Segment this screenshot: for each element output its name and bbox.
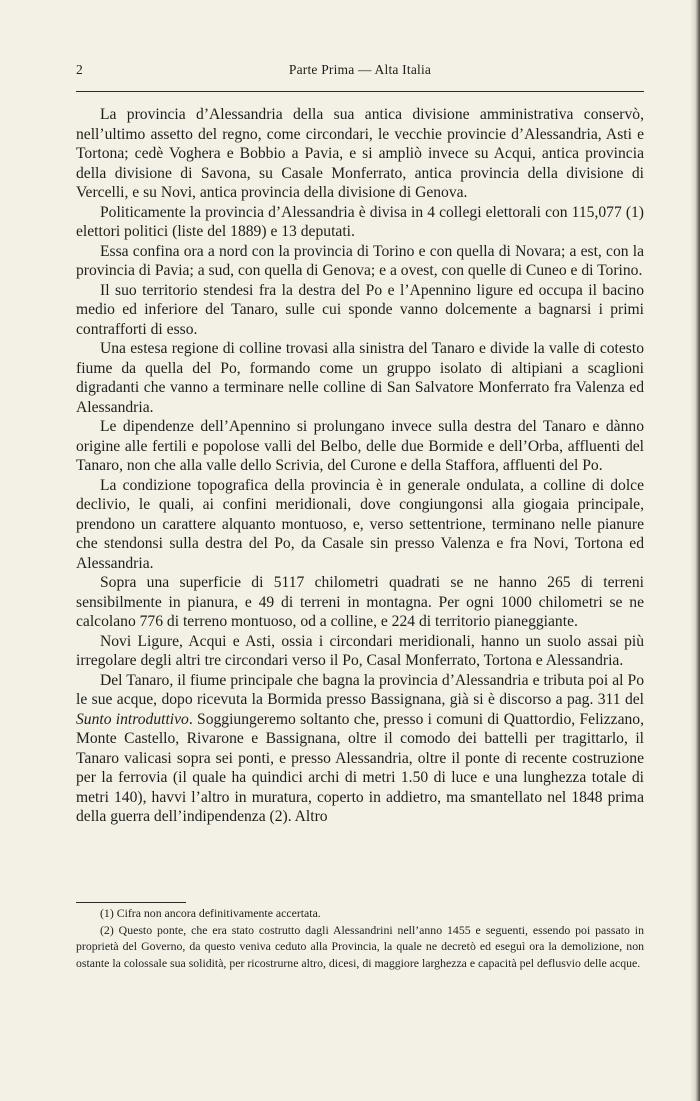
paragraph: Sopra una superficie di 5117 chilometri quadrati se ne hanno 265 di terreni sensibilmente in pianura, e 49 di terreni in montagna. Per ogni 1000 chilometri se ne calcolano 776 di terreno montuoso, od a colline, e 224 di territorio pianeggiante.: [76, 574, 644, 630]
paragraph: Politicamente la provincia d’Alessandria è divisa in 4 collegi elettorali con 115,077 (1) elettori politici (liste del 1889) e 13 deputati.: [76, 203, 644, 240]
paragraph: Il suo territorio stendesi fra la destra del Po e l’Apennino ligure ed occupa il bacino medio ed inferiore del Tanaro, sulle cui sponde vanno dolcemente a bagnarsi i primi contrafforti di esso.: [76, 281, 644, 338]
footnote-rule: [76, 902, 186, 903]
page-edge-shadow: [690, 0, 700, 1101]
paragraph-last: [76, 671, 644, 827]
paragraph: La provincia d’Alessandria della sua antica divisione amministrativa conservò, nell’ultimo assetto del regno, come circondari, le vecchie provincie d’Alessandria, Asti e Tortona; cedè Voghera e Bobbio a Pavia, e si ampliò invece su Acqui, antica provincia della divisione di Savona, su Casale Monferrato, antica provincia della divisione di Vercelli, e su Novi, antica provincia della divisione di Genova.: [76, 106, 644, 201]
running-title: Parte Prima — Alta Italia: [288, 62, 432, 77]
header-rule: [76, 91, 644, 92]
page-header: [76, 62, 644, 84]
paragraph: Le dipendenze dell’Apennino si prolungano invece sulla destra del Tanaro e dànno origine alle fertili e popolose valli del Belbo, delle due Bormide e dell’Orba, affluenti del Tanaro, non che alla valle dello Scrivia, del Curone e della Staffora, affluenti del Po.: [76, 418, 644, 474]
paragraph-text: Del Tanaro, il fiume principale che bagna la provincia d’Alessandria e tributa poi al Po le sue acque, dopo ricevuta la Bormida presso Bassignana, già si è discorso a pag. 311 del: [76, 671, 644, 708]
footnotes: [76, 905, 644, 971]
footnote: (2) Questo ponte, che era stato costrutto dagli Alessandrini nell’anno 1455 e seguenti, essendo poi passato in proprietà del Governo, da questo veniva ceduto alla Provincia, la quale ne decretò ed eseguì ora la demolizione, non ostante la colossale sua solidità, per ricostrurne altro, dicesi, di maggiore larghezza e capacità pel deflusvio delle acque.: [76, 922, 644, 970]
page-number: 2: [76, 62, 83, 77]
main-text: [76, 105, 644, 827]
paragraph: Una estesa regione di colline trovasi alla sinistra del Tanaro e divide la valle di cotesto fiume da quella del Po, formando come un gruppo isolato di altipiani a scaglioni digradanti che vanno a terminare nelle colline di San Salvatore Monferrato fra Valenza ed Alessandria.: [76, 340, 644, 416]
cited-work-title: Sunto introduttivo: [76, 710, 189, 728]
paragraph-text: . Soggiungeremo soltanto che, presso i comuni di Quattordio, Felizzano, Monte Castello, Rivarone e Bassignana, oltre il comodo dei battelli per tragittarlo, il Tanaro valicasi sopra sei ponti, e presso Alessandria, oltre il ponte di recente costruzione per la ferrovia (il quale ha quindici archi di metri 1.50 di luce e una lunghezza totale di metri 140), havvi l’altro in muratura, coperto in addietro, ma smantellato nel 1848 prima della guerra dell’indipendenza (2). Altro: [76, 710, 644, 825]
paragraph: La condizione topografica della provincia è in generale ondulata, a colline di dolce declivio, le quali, ai confini meridionali, dove congiungonsi alla giogaia principale, prendono un carattere alquanto montuoso, e, verso settentrione, terminano nelle pianure che stendonsi sulla destra del Po, da Casale sin presso Valenza e fra Novi, Tortona ed Alessandria.: [76, 476, 644, 572]
paragraph: Novi Ligure, Acqui e Asti, ossia i circondari meridionali, hanno un suolo assai più irregolare degli altri tre circondari verso il Po, Casal Monferrato, Tortona e Alessandria.: [76, 632, 644, 669]
paragraph: Essa confina ora a nord con la provincia di Torino e con quella di Novara; a est, con la provincia di Pavia; a sud, con quella di Genova; e a ovest, con quelle di Cuneo e di Torino.: [76, 242, 644, 279]
footnote: (1) Cifra non ancora definitivamente accertata.: [100, 906, 321, 920]
